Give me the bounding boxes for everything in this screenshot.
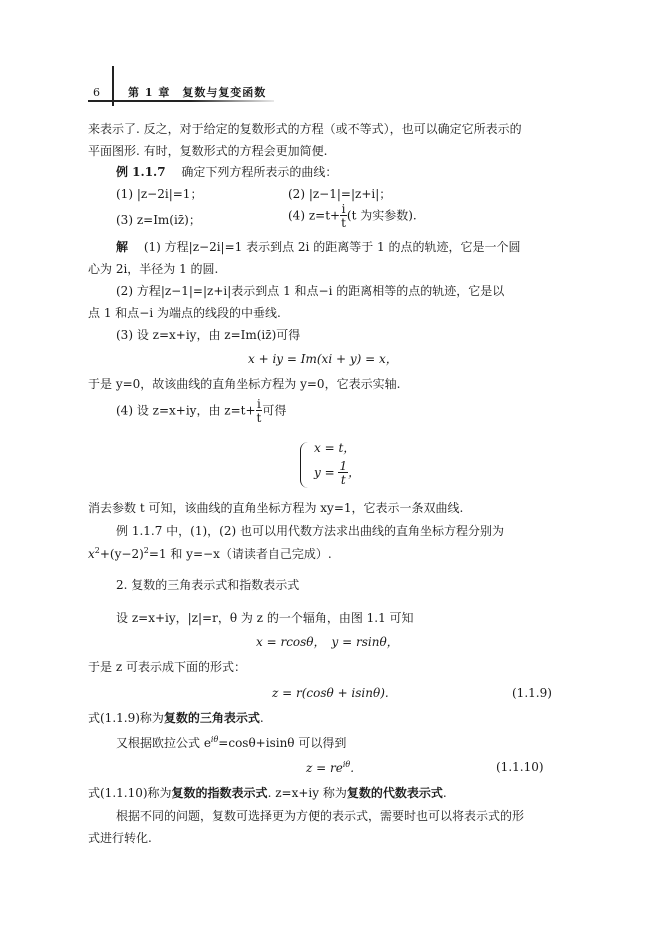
trig-line-2: 于是 z 可表示成下面的形式： — [88, 660, 246, 674]
paragraph-line: 平面图形. 有时，复数形式的方程会更加简便. — [88, 144, 328, 158]
superscript: iθ — [342, 760, 351, 769]
page-number: 6 — [93, 86, 100, 99]
display-equation — [306, 760, 354, 776]
solution-label: 解 — [116, 240, 129, 254]
system-equation-1: x = t， — [314, 441, 356, 455]
display-equation: x + iy = Im(xi + y) = x， — [248, 352, 398, 366]
fraction — [338, 460, 348, 486]
last-line-2: 式进行转化. — [88, 831, 152, 845]
text-run: z = re — [306, 761, 343, 775]
solution-3-line-3: 于是 y=0，故该曲线的直角坐标方程为 y=0，它表示实轴. — [88, 377, 401, 391]
note-text: +(y−2) — [99, 547, 144, 561]
system-equation-2-prefix: y = — [314, 465, 339, 480]
display-equation: x = rcosθ， y = rsinθ， — [256, 635, 399, 649]
exp-line-1 — [88, 786, 447, 801]
example-item-4-prefix: (4) z=t+ — [288, 208, 341, 223]
example-item-2: (2) |z−1|=|z+i|； — [288, 187, 392, 201]
solution-1-line-2: 心为 2i，半径为 1 的圆. — [88, 262, 219, 276]
fraction-numerator: i — [257, 397, 261, 411]
example-item-4-suffix: (t 为实参数). — [346, 208, 417, 223]
text-run: 式(1.1.10)称为 — [88, 786, 172, 800]
fraction-numerator: i — [341, 202, 346, 216]
text-run: . z=x+iy 称为 — [267, 786, 347, 800]
note-text: =1 和 y=−x（请读者自己完成）. — [148, 547, 332, 561]
display-equation: z = r(cosθ + isinθ). — [272, 686, 389, 700]
fraction-denominator: t — [338, 472, 348, 486]
text-run: =cosθ+isinθ 可以得到 — [218, 736, 347, 750]
solution-2-line-2: 点 1 和点−i 为端点的线段的中垂线. — [88, 306, 281, 320]
trig-line-1: 设 z=x+iy，|z|=r，θ 为 z 的一个辐角，由图 1.1 可知 — [116, 611, 414, 625]
superscript: iθ — [210, 735, 219, 744]
fraction-denominator: t — [341, 216, 346, 230]
system-equation-2-suffix: ， — [348, 465, 361, 480]
example-item-3: (3) z=Im(iz̄)； — [116, 213, 201, 227]
text-run: 又根据欧拉公式 e — [116, 736, 211, 750]
solution-text: (1) 方程|z−2i|=1 表示到点 2i 的距离等于 1 的点的轨迹，它是一个圆 — [143, 240, 521, 254]
trig-line-3 — [88, 711, 264, 726]
superscript: 2 — [94, 546, 100, 555]
note-line-1: 例 1.1.7 中，(1)，(2) 也可以用代数方法求出曲线的直角坐标方程分别为 — [116, 524, 504, 538]
fraction-denominator: t — [256, 411, 262, 425]
term-bold: 复数的代数表示式 — [346, 786, 443, 800]
text-run: . — [442, 786, 447, 800]
superscript: 2 — [143, 546, 149, 555]
chapter-title: 第 1 章 复数与复变函数 — [128, 86, 267, 99]
last-line-1: 根据不同的问题，复数可选择更为方便的表示式，需要时也可以将表示式的形 — [116, 809, 525, 823]
equation-system-brace — [300, 442, 311, 488]
header-horizontal-rule — [88, 100, 274, 102]
note-line-2 — [88, 546, 332, 562]
solution-2-line-1: (2) 方程|z−1|=|z+i|表示到点 1 和点−i 的距离相等的点的轨迹，它是以 — [116, 284, 505, 298]
system-equation-2 — [314, 460, 360, 486]
term-bold: 复数的指数表示式 — [171, 786, 268, 800]
text-run: . — [350, 761, 355, 775]
fraction — [340, 203, 347, 229]
text-run: 式(1.1.9)称为 — [88, 711, 164, 725]
example-heading — [116, 165, 337, 180]
euler-line — [116, 735, 346, 751]
solution-4-line-1 — [116, 398, 286, 424]
term-bold: 复数的三角表示式 — [163, 711, 260, 725]
solution-4-suffix: 可得 — [262, 403, 287, 418]
solution-1-line-1 — [116, 240, 520, 255]
fraction-numerator: 1 — [339, 459, 348, 473]
text-run: . — [259, 711, 264, 725]
equation-tag: (1.1.10) — [496, 760, 544, 774]
example-item-1: (1) |z−2i|=1； — [116, 187, 203, 201]
section-title: 2. 复数的三角表示式和指数表示式 — [116, 578, 300, 592]
equation-tag: (1.1.9) — [512, 686, 552, 700]
example-item-4 — [288, 203, 417, 229]
solution-4-prefix: (4) 设 z=x+iy，由 z=t+ — [116, 403, 256, 418]
paragraph-line: 来表示了. 反之，对于给定的复数形式的方程（或不等式），也可以确定它所表示的 — [88, 122, 522, 136]
note-text: x — [88, 547, 95, 561]
solution-3-line-1: (3) 设 z=x+iy，由 z=Im(iz̄)可得 — [116, 328, 301, 342]
example-label: 例 1.1.7 — [116, 165, 166, 179]
elimination-line: 消去参数 t 可知，该曲线的直角坐标方程为 xy=1，它表示一条双曲线. — [88, 501, 464, 515]
example-text: 确定下列方程所表示的曲线： — [181, 165, 338, 179]
